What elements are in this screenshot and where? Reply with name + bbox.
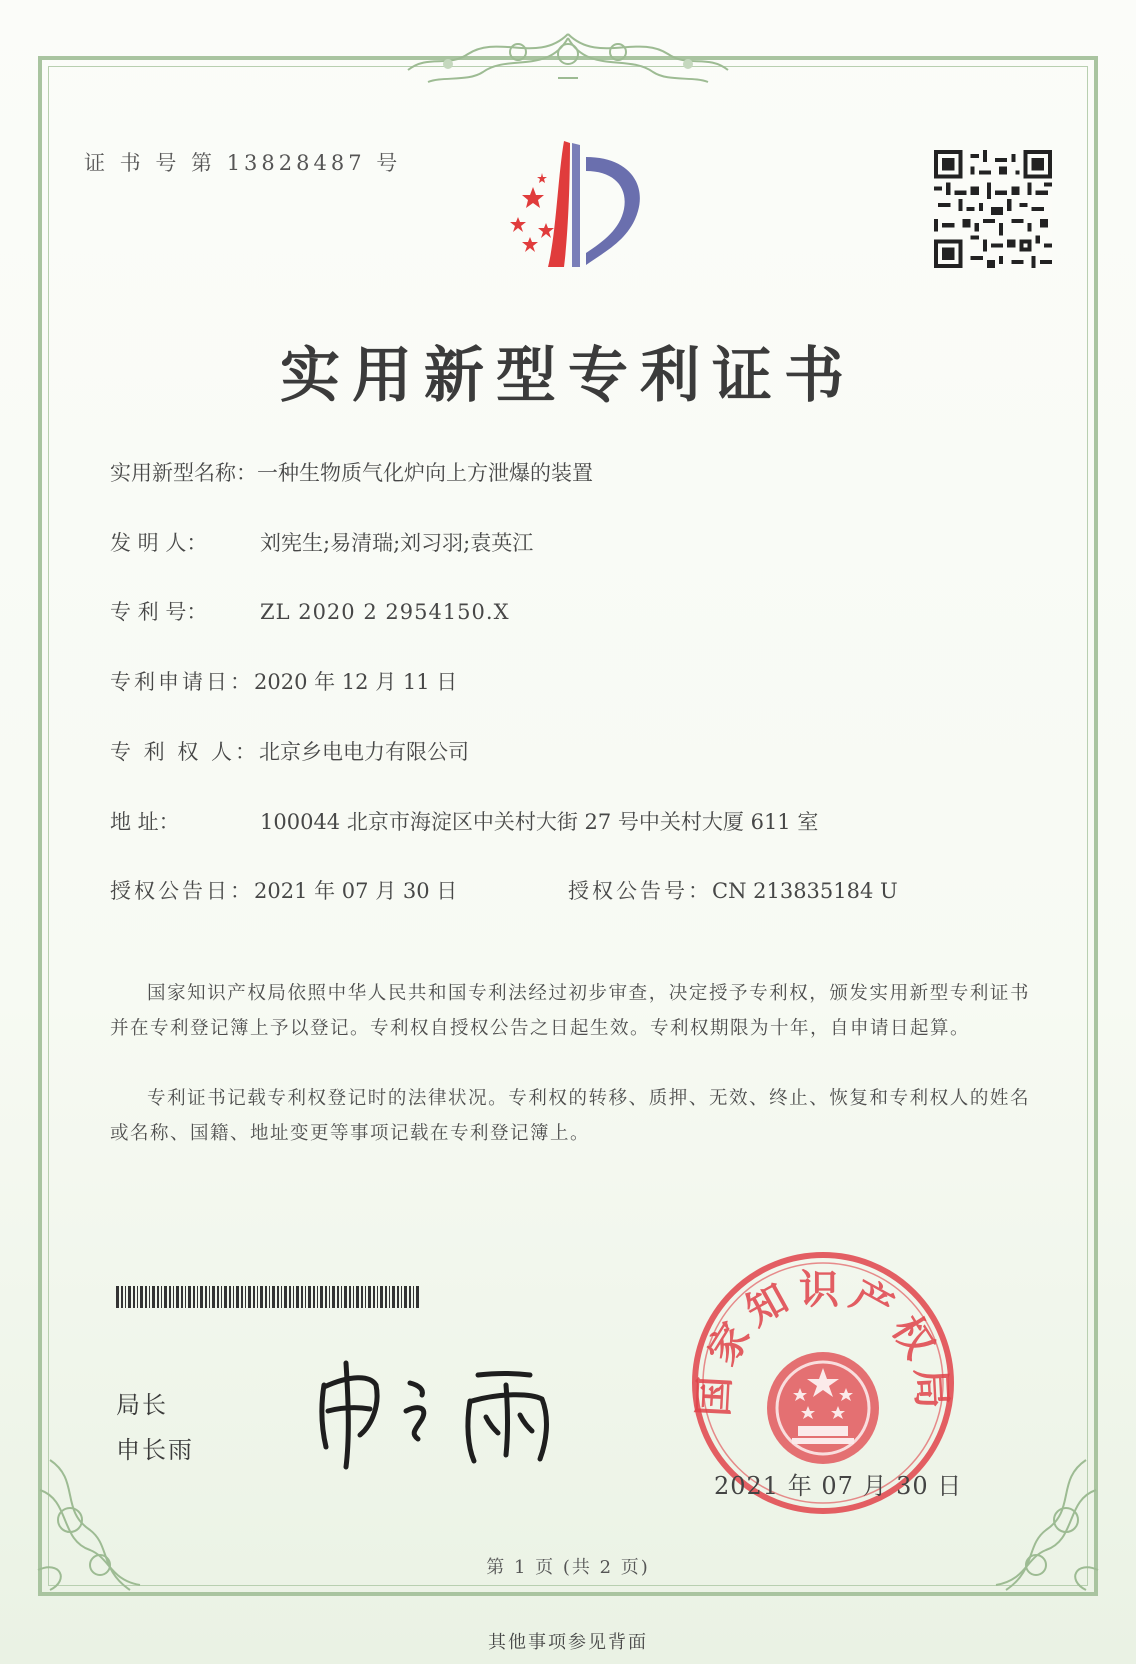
certificate-title: 实用新型专利证书	[280, 341, 856, 411]
field-filing-date	[110, 666, 457, 696]
director-title: 局长	[116, 1391, 168, 1419]
footer-note: 其他事项参见背面	[488, 1632, 648, 1653]
body-paragraph-2: 专利证书记载专利权登记时的法律状况。专利权的转移、质押、无效、终止、恢复和专利权人的姓名或名称、国籍、地址变更等事项记载在专利登记簿上。	[110, 1088, 1030, 1144]
top-ornament-icon	[388, 24, 748, 88]
qr-code-icon	[934, 150, 1052, 268]
field-inventor	[110, 527, 533, 557]
field-model-name	[110, 457, 593, 487]
field-grant-no	[568, 875, 898, 905]
field-address	[110, 806, 818, 836]
patent-no-label: 专 利 号：	[110, 600, 208, 624]
body-paragraph-1: 国家知识产权局依照中华人民共和国专利法经过初步审查，决定授予专利权，颁发实用新型专利证书并在专利登记簿上予以登记。专利权自授权公告之日起生效。专利权期限为十年，自申请日起算。	[110, 983, 1030, 1039]
barcode-icon	[116, 1286, 422, 1308]
director-name: 申长雨	[116, 1436, 194, 1464]
field-grant-date	[110, 875, 457, 905]
patentee-label: 专 利 权 人：	[110, 740, 260, 764]
field-patentee	[110, 736, 469, 766]
inventor-value: 刘宪生;易清瑞;刘习羽;袁英江	[260, 531, 534, 555]
inventor-label: 发 明 人：	[110, 531, 208, 555]
grant-date-value: 2021 年 07 月 30 日	[254, 879, 458, 903]
address-value: 100044 北京市海淀区中关村大街 27 号中关村大厦 611 室	[260, 810, 819, 834]
patent-no-value: ZL 2020 2 2954150.X	[260, 600, 510, 624]
filing-date-value: 2020 年 12 月 11 日	[254, 670, 458, 694]
signature-icon	[310, 1355, 580, 1475]
model-name-label: 实用新型名称：	[110, 461, 257, 485]
certificate-number: 证 书 号 第 13828487 号	[84, 151, 402, 175]
seal-text: 国家知识产权局	[690, 1267, 956, 1418]
patentee-value: 北京乡电电力有限公司	[259, 740, 470, 764]
page-number: 第 1 页 (共 2 页)	[486, 1557, 650, 1578]
model-name-value: 一种生物质气化炉向上方泄爆的装置	[257, 461, 593, 485]
grant-no-value: CN 213835184 U	[712, 879, 898, 903]
address-label: 地 址：	[110, 810, 180, 834]
filing-date-label: 专利申请日：	[110, 670, 254, 694]
grant-date-label: 授权公告日：	[110, 879, 254, 903]
seal-date: 2021 年 07 月 30 日	[714, 1472, 963, 1500]
field-patent-no	[110, 596, 510, 626]
cnipa-logo-icon	[478, 135, 668, 285]
grant-no-label: 授权公告号：	[568, 879, 712, 903]
